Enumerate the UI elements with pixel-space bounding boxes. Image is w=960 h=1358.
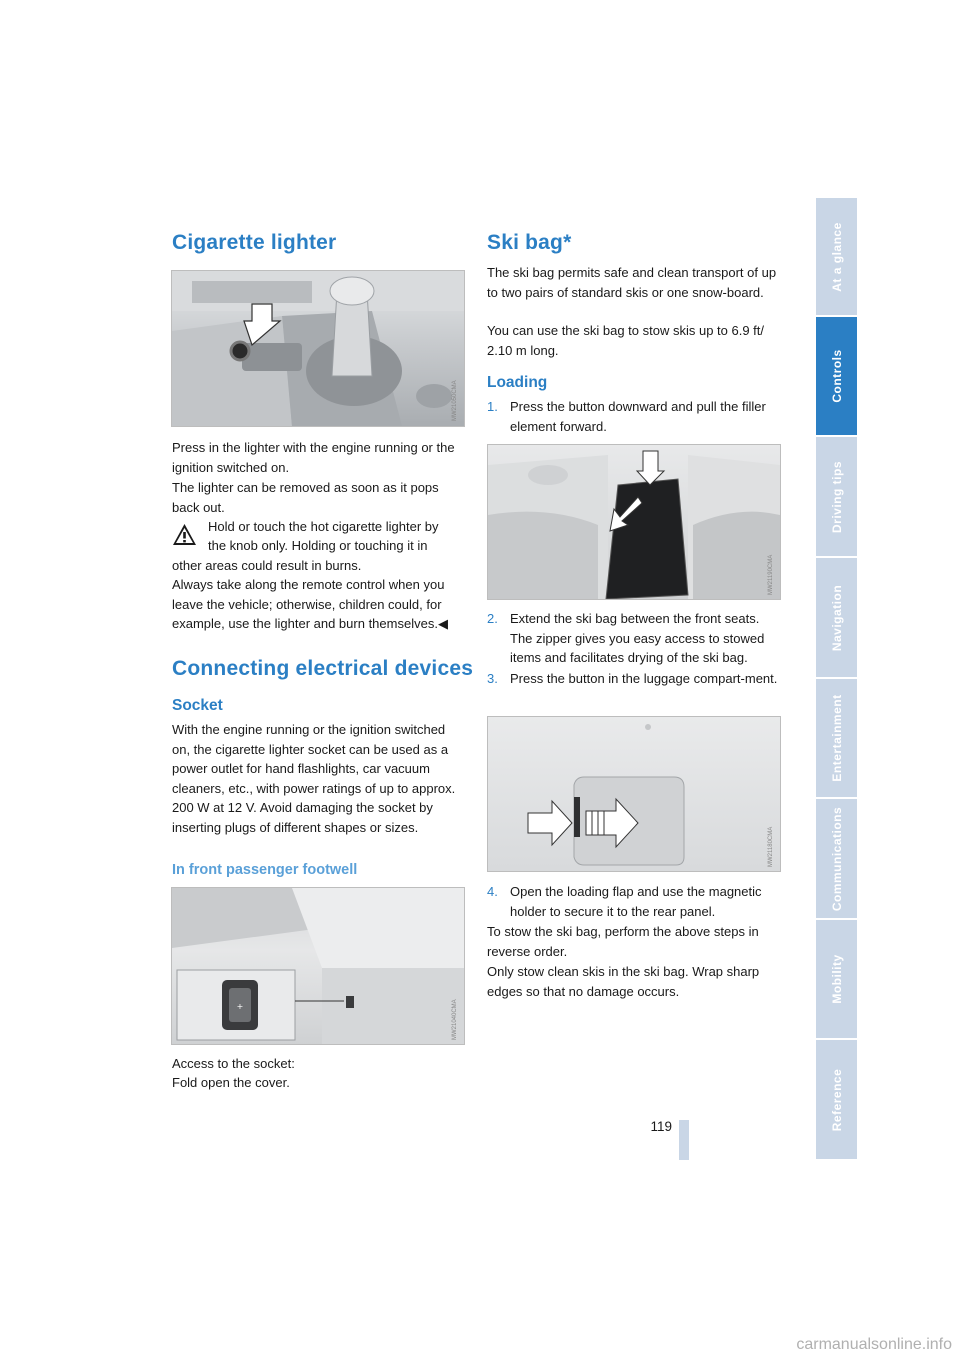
filler-element-photo [487,444,781,600]
footwell-photo [171,887,465,1045]
luggage-button-photo [487,716,781,872]
tab-at-a-glance[interactable]: At a glance [816,198,857,315]
tab-mobility[interactable]: Mobility [816,920,857,1038]
step-text: Press the button in the luggage compart-ment. [510,671,778,686]
step-4 [487,882,781,921]
filler-element-illustration [488,445,780,599]
image-code: MW21180CMA [768,826,774,867]
lighter-heading: Cigarette lighter [172,231,337,254]
warning-line-1: Hold or touch the hot cigarette lighter by [208,519,439,534]
step-text: Open the loading flap and use the magnetic holder to secure it to the rear panel. [510,884,762,919]
step-2 [487,609,781,668]
watermark: carmanualsonline.info [796,1336,952,1353]
tab-entertainment[interactable]: Entertainment [816,679,857,797]
footwell-heading: In front passenger footwell [172,862,358,878]
lighter-illustration [172,271,464,426]
step-3 [487,669,781,689]
tab-controls[interactable]: Controls [816,317,857,435]
socket-paragraph: With the engine running or the ignition switched on, the cigarette lighter socket can be used as a power outlet for hand flashlights, car vacuum cleaners, etc., with power ratings of up to approx. 200 W at 12 V. Avoid damaging the socket by inserting plugs of different shapes or sizes. [172,722,456,835]
tab-communications[interactable]: Communications [816,799,857,918]
warning-line-2: the knob only. Holding or touching it in [208,538,428,553]
tab-reference[interactable]: Reference [816,1040,857,1159]
step-text: Press the button downward and pull the filler element forward. [510,399,766,434]
stow-paragraph-2: Only stow clean skis in the ski bag. Wrap sharp edges so that no damage occurs. [487,964,760,999]
warning-icon [172,523,197,546]
lighter-paragraph-1: Press in the lighter with the engine running or the ignition switched on. [172,440,455,475]
luggage-button-illustration [488,717,780,871]
footwell-paragraph-1: Access to the socket: [172,1056,295,1071]
step-text: Extend the ski bag between the front seats. The zipper gives you easy access to stowed items and facilitates drying of the ski bag. [510,611,765,665]
tab-navigation[interactable]: Navigation [816,558,857,677]
page-number-bar [679,1120,689,1160]
step-1 [487,397,781,436]
step-number: 3. [487,671,498,686]
image-code: MW21190CMA [768,554,774,595]
step-number: 2. [487,611,498,626]
warning-line-4: Always take along the remote control when you leave the vehicle; otherwise, children could, for example, use the lighter and burn themselves.◀ [172,577,448,631]
loading-heading: Loading [487,374,548,391]
footwell-paragraph-2: Fold open the cover. [172,1075,290,1090]
devices-heading: Connecting electrical devices [172,657,474,680]
lighter-paragraph-2: The lighter can be removed as soon as it pops back out. [172,480,439,515]
tab-driving-tips[interactable]: Driving tips [816,437,857,556]
footwell-illustration [172,888,464,1044]
image-code: MW21040CMA [452,999,458,1040]
ski-paragraph-2: You can use the ski bag to stow skis up to 6.9 ft/ 2.10 m long. [487,323,765,358]
socket-heading: Socket [172,697,223,714]
image-code: MW21050CMA [452,380,458,421]
step-number: 4. [487,884,498,899]
page-number: 119 [650,1119,672,1134]
ski-paragraph-1: The ski bag permits safe and clean transport of up to two pairs of standard skis or one snow-board. [487,265,777,300]
end-mark: ◀ [437,616,448,631]
svg-text:+: + [236,1002,244,1011]
warning-line-3: other areas could result in burns. [172,558,362,573]
ski-bag-heading: Ski bag* [487,231,572,254]
lighter-photo [171,270,465,427]
step-number: 1. [487,399,498,414]
stow-paragraph-1: To stow the ski bag, perform the above steps in reverse order. [487,924,759,959]
